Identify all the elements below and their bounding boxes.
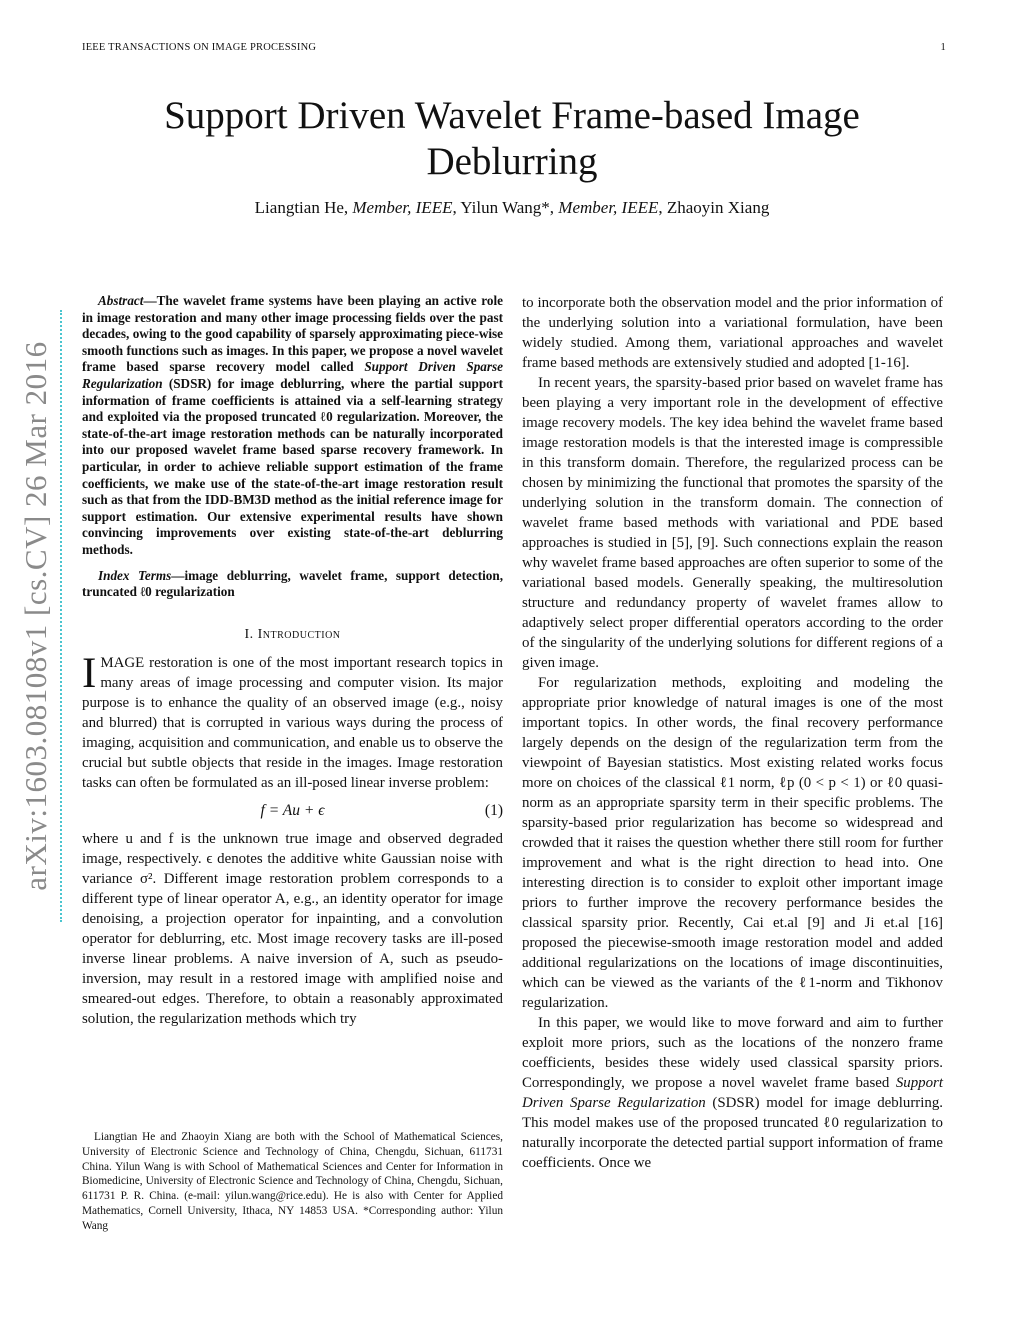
author-2: , Yilun Wang*, — [452, 198, 559, 217]
drop-cap: I — [82, 649, 97, 697]
right-paragraph-4-text-2: (SDSR) model for image deblurring. This model makes use of the proposed truncated ℓ0 regularization to naturally incorporate the detected partial support information of frame coefficients. Once we — [522, 1095, 943, 1171]
author-footnote: Liangtian He and Zhaoyin Xiang are both with the School of Mathematical Sciences, University of Electronic Science and Technology of China, Chengdu, Sichuan, 611731 China. Yilun Wang is with School of Mathematical Sciences and Center for Information in Biomedicine, University of Electronic Science and Technology of China, Chengdu, Sichuan, 611731 P. R. China. (e-mail: yilun.wang@rice.edu). He is also with Center for Applied Mathematics, Cornell University, Ithaca, NY 14853 USA. *Corresponding author: Yilun Wang — [82, 1131, 503, 1232]
right-paragraph-4-text-1: In this paper, we would like to move forward and aim to further exploit more priors, such as the locations of the nonzero frame coefficients, besides these widely used classical sparsity priors. Correspondingly, we propose a novel wavelet frame based — [522, 1015, 943, 1091]
journal-name: IEEE TRANSACTIONS ON IMAGE PROCESSING — [82, 42, 317, 53]
left-column — [82, 293, 503, 1029]
author-1-membership: Member, IEEE — [352, 198, 453, 217]
abstract-text-2: (SDSR) for image deblurring, where the partial support information of frame coefficients is attained via a self-learning strategy and exploited via the proposed truncated ℓ0 regularization. Moreover, the state-of-the-art image restoration methods can be naturally incorporated into our proposed wavelet frame based sparse recovery framework. In particular, in order to achieve reliable support estimation of the frame coefficients, we make use of the state-of-the-art image restoration result such as that from the IDD-BM3D method as the initial reference image for support estimation. Our extensive experimental results have shown convincing improvements over existing state-of-the-art deblurring methods. — [82, 375, 503, 557]
section-heading — [82, 627, 503, 643]
author-1: Liangtian He, — [254, 198, 353, 217]
author-3: , Zhaoyin Xiang — [658, 198, 770, 217]
abstract-text-1: —The wavelet frame systems have been playing an active role in image restoration and many other image processing fields over the past decades, owing to the good capability of sparsely approximating piece-wise smooth functions such as images. In this paper, we propose a novel wavelet frame based sparse recovery model called — [82, 293, 503, 375]
author-list — [80, 198, 944, 218]
index-terms-text: —image deblurring, wavelet frame, support detection, truncated ℓ0 regularization — [82, 567, 503, 600]
section-number: I. — [244, 626, 258, 642]
right-paragraph-3: For regularization methods, exploiting and modeling the appropriate prior knowledge of natural images is one of the most important topics. In other words, the final recovery performance largely depends on the design of the regularization term from the viewpoint of Bayesian statistics. Most existing related works focus more on choices of the classical ℓ1 norm, ℓp (0 < p < 1) or ℓ0 quasi-norm as an appropriate sparsity term in their specific problems. The sparsity-based prior regularization has become so widespread and crowded that it raises the question whether there still room for further improvement and what is the right direction to head into. One interesting direction is to consider to exploit other important image priors to further improve the recovery performance besides the classical sparsity prior. Recently, Cai et.al [9] and Ji et.al [16] proposed the piecewise-smooth image restoration model and added additional regularizations on the locations of image discontinuities, which can be viewed as the variants of the ℓ1-norm and Tikhonov regularization. — [522, 675, 943, 1011]
index-terms-label: Index Terms — [98, 567, 172, 583]
paper-title: Support Driven Wavelet Frame-based Image Deblurring — [164, 94, 860, 183]
page-number: 1 — [940, 42, 946, 53]
right-paragraph-2: In recent years, the sparsity-based prior based on wavelet frame has been playing a very important role in the development of effective image recovery models. The key idea behind the wavelet frame based image restoration models is that the interested image is compressible in this transform domain. Therefore, the regularized process can be chosen by minimizing the functional that promotes the sparsity of the underlying solution in the transform domain. The connection of wavelet frame based methods with variational and PDE based approaches is studied in [5], [9]. Such connections explain the reason why wavelet frame based approaches are often superior to some of the variational based models. Generally speaking, the multiresolution structure and redundancy property of wavelet frames allow to adaptively select proper differential operators according to the order of the singularity of the underlying solutions for different regions of a given image. — [522, 375, 943, 671]
abstract-label: Abstract — [98, 293, 144, 308]
index-terms — [82, 568, 503, 601]
section-title: Introduction — [257, 626, 341, 642]
abstract-model-name: Support Driven Sparse Regularization — [82, 359, 504, 391]
arxiv-id: arXiv:1603.08108v1 [cs.CV] 26 Mar 2016 — [18, 341, 53, 891]
abstract — [82, 293, 503, 559]
intro-text-1: MAGE restoration is one of the most important research topics in many areas of image processing and computer vision. Its major purpose is to enhance the quality of an observed image (e.g., noisy and blurred) that is corrupted in various ways during the process of imaging, acquisition and communication, and enable us to observe the crucial but subtle objects that reside in the images. Image restoration tasks can often be formulated as an ill-posed linear inverse problem: — [82, 654, 503, 791]
intro-paragraph-2: where u and f is the unknown true image and observed degraded image, respectively. ϵ denotes the additive white Gaussian noise with variance σ². Different image restoration problem corresponds to a different type of linear operator A, e.g., an identity operator for image denoising, a projection operator for inpainting, and a convolution operator for deblurring, etc. Most image recovery tasks are ill-posed inverse linear problems. A naive inversion of A, such as pseudo-inversion, may result in a restored image with amplified noise and smeared-out edges. Therefore, to obtain a reasonably approximated solution, the regularization methods which try — [82, 830, 503, 1027]
equation-1 — [82, 793, 503, 829]
equation-number: (1) — [484, 801, 503, 819]
equation-formula: f = Au + ϵ — [260, 801, 325, 819]
right-column — [522, 293, 943, 1173]
intro-paragraph-1 — [82, 649, 503, 793]
right-paragraph-4-model-name: Support Driven Sparse Regularization — [522, 1075, 943, 1111]
arxiv-watermark — [12, 310, 62, 922]
right-paragraph-4 — [522, 1013, 943, 1173]
author-2-membership: Member, IEEE — [558, 198, 659, 217]
right-paragraph-1: to incorporate both the observation model and the prior information of the underlying solution into a variational formulation, have been widely studied. Among them, variational approaches and wavelet frame based methods are extensively studied and adopted [1-16]. — [522, 295, 943, 371]
